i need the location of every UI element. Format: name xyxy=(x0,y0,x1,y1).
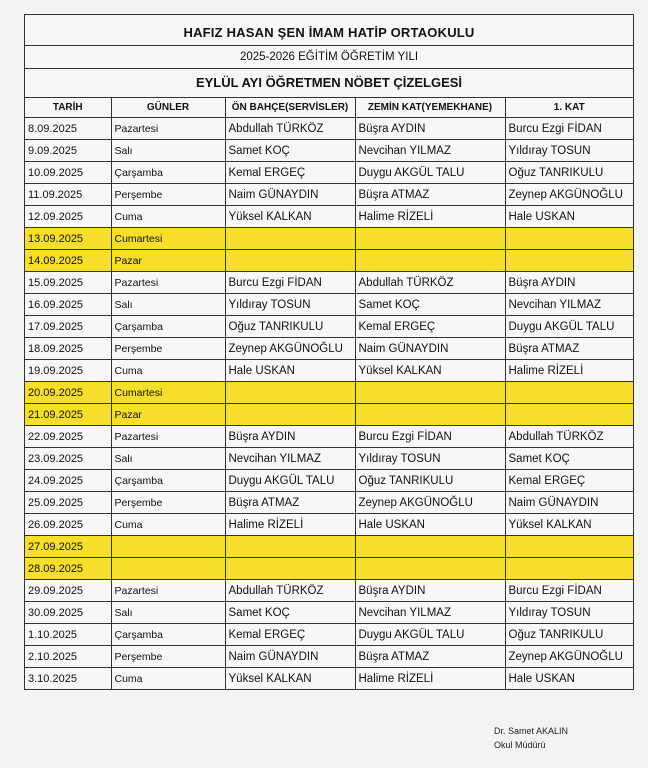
cell-front-yard: Büşra AYDIN xyxy=(225,426,355,448)
cell-date: 19.09.2025 xyxy=(25,360,111,382)
cell-day: Pazartesi xyxy=(111,580,225,602)
cell-ground-floor: Hale USKAN xyxy=(355,514,505,536)
col-header-front-yard: ÖN BAHÇE(SERVİSLER) xyxy=(225,98,355,118)
table-row xyxy=(25,272,633,294)
cell-first-floor: Yıldıray TOSUN xyxy=(505,140,633,162)
cell-first-floor: Abdullah TÜRKÖZ xyxy=(505,426,633,448)
cell-date: 11.09.2025 xyxy=(25,184,111,206)
cell-ground-floor xyxy=(355,404,505,426)
table-row xyxy=(25,448,633,470)
table-row xyxy=(25,294,633,316)
signature-role: Okul Müdürü xyxy=(494,740,546,750)
cell-date: 17.09.2025 xyxy=(25,316,111,338)
table-header-row xyxy=(25,98,633,118)
cell-day xyxy=(111,558,225,580)
cell-front-yard: Abdullah TÜRKÖZ xyxy=(225,580,355,602)
cell-day: Salı xyxy=(111,140,225,162)
cell-first-floor: Halime RİZELİ xyxy=(505,360,633,382)
cell-first-floor: Hale USKAN xyxy=(505,206,633,228)
cell-date: 25.09.2025 xyxy=(25,492,111,514)
col-header-date: TARİH xyxy=(25,98,111,118)
cell-ground-floor xyxy=(355,558,505,580)
cell-date: 27.09.2025 xyxy=(25,536,111,558)
cell-front-yard: Kemal ERGEÇ xyxy=(225,162,355,184)
cell-first-floor: Burcu Ezgi FİDAN xyxy=(505,580,633,602)
table-row xyxy=(25,118,633,140)
cell-first-floor: Duygu AKGÜL TALU xyxy=(505,316,633,338)
cell-date: 12.09.2025 xyxy=(25,206,111,228)
signature-name: Dr. Samet AKALIN xyxy=(494,726,569,736)
table-row xyxy=(25,646,633,668)
cell-front-yard: Samet KOÇ xyxy=(225,602,355,624)
school-name: HAFIZ HASAN ŞEN İMAM HATİP ORTAOKULU xyxy=(25,15,633,46)
cell-first-floor xyxy=(505,250,633,272)
table-row xyxy=(25,668,633,690)
cell-day: Çarşamba xyxy=(111,470,225,492)
table-row xyxy=(25,140,633,162)
cell-front-yard: Abdullah TÜRKÖZ xyxy=(225,118,355,140)
cell-ground-floor: Nevcihan YILMAZ xyxy=(355,140,505,162)
cell-ground-floor: Abdullah TÜRKÖZ xyxy=(355,272,505,294)
cell-first-floor: Samet KOÇ xyxy=(505,448,633,470)
cell-front-yard: Yüksel KALKAN xyxy=(225,206,355,228)
cell-front-yard: Nevcihan YILMAZ xyxy=(225,448,355,470)
cell-ground-floor: Büşra ATMAZ xyxy=(355,184,505,206)
table-row xyxy=(25,382,633,404)
cell-date: 22.09.2025 xyxy=(25,426,111,448)
table-row xyxy=(25,514,633,536)
cell-ground-floor xyxy=(355,228,505,250)
cell-ground-floor xyxy=(355,382,505,404)
cell-front-yard xyxy=(225,228,355,250)
cell-date: 20.09.2025 xyxy=(25,382,111,404)
cell-date: 3.10.2025 xyxy=(25,668,111,690)
table-row xyxy=(25,404,633,426)
cell-first-floor: Büşra AYDIN xyxy=(505,272,633,294)
cell-day xyxy=(111,536,225,558)
cell-day: Pazartesi xyxy=(111,426,225,448)
cell-first-floor: Kemal ERGEÇ xyxy=(505,470,633,492)
cell-ground-floor: Halime RİZELİ xyxy=(355,206,505,228)
cell-front-yard: Samet KOÇ xyxy=(225,140,355,162)
cell-date: 30.09.2025 xyxy=(25,602,111,624)
table-row xyxy=(25,492,633,514)
cell-front-yard xyxy=(225,250,355,272)
cell-date: 1.10.2025 xyxy=(25,624,111,646)
cell-front-yard: Zeynep AKGÜNOĞLU xyxy=(225,338,355,360)
cell-ground-floor: Büşra ATMAZ xyxy=(355,646,505,668)
cell-date: 9.09.2025 xyxy=(25,140,111,162)
cell-day: Cumartesi xyxy=(111,382,225,404)
cell-date: 29.09.2025 xyxy=(25,580,111,602)
cell-date: 24.09.2025 xyxy=(25,470,111,492)
cell-front-yard xyxy=(225,404,355,426)
col-header-first-floor: 1. KAT xyxy=(505,98,633,118)
cell-ground-floor: Duygu AKGÜL TALU xyxy=(355,162,505,184)
cell-day: Salı xyxy=(111,448,225,470)
cell-date: 28.09.2025 xyxy=(25,558,111,580)
cell-date: 2.10.2025 xyxy=(25,646,111,668)
cell-day: Pazartesi xyxy=(111,118,225,140)
cell-day: Perşembe xyxy=(111,184,225,206)
table-row xyxy=(25,338,633,360)
cell-ground-floor xyxy=(355,536,505,558)
cell-date: 18.09.2025 xyxy=(25,338,111,360)
cell-day: Perşembe xyxy=(111,646,225,668)
cell-day: Çarşamba xyxy=(111,624,225,646)
cell-front-yard: Burcu Ezgi FİDAN xyxy=(225,272,355,294)
table-row xyxy=(25,360,633,382)
signature-block xyxy=(494,724,634,752)
cell-ground-floor: Samet KOÇ xyxy=(355,294,505,316)
cell-ground-floor: Halime RİZELİ xyxy=(355,668,505,690)
cell-day: Salı xyxy=(111,294,225,316)
cell-date: 10.09.2025 xyxy=(25,162,111,184)
cell-front-yard xyxy=(225,382,355,404)
cell-date: 26.09.2025 xyxy=(25,514,111,536)
cell-day: Pazartesi xyxy=(111,272,225,294)
cell-date: 14.09.2025 xyxy=(25,250,111,272)
cell-ground-floor: Oğuz TANRIKULU xyxy=(355,470,505,492)
cell-ground-floor xyxy=(355,250,505,272)
cell-front-yard xyxy=(225,536,355,558)
cell-first-floor: Naim GÜNAYDIN xyxy=(505,492,633,514)
cell-day: Perşembe xyxy=(111,338,225,360)
table-row xyxy=(25,316,633,338)
cell-ground-floor: Yüksel KALKAN xyxy=(355,360,505,382)
cell-front-yard xyxy=(225,558,355,580)
cell-day: Cuma xyxy=(111,668,225,690)
cell-day: Cuma xyxy=(111,514,225,536)
duty-table xyxy=(25,98,633,690)
cell-first-floor xyxy=(505,382,633,404)
table-row xyxy=(25,426,633,448)
table-row xyxy=(25,602,633,624)
table-row xyxy=(25,536,633,558)
cell-front-yard: Duygu AKGÜL TALU xyxy=(225,470,355,492)
cell-day: Salı xyxy=(111,602,225,624)
cell-first-floor: Zeynep AKGÜNOĞLU xyxy=(505,646,633,668)
cell-first-floor xyxy=(505,404,633,426)
cell-front-yard: Yüksel KALKAN xyxy=(225,668,355,690)
cell-first-floor xyxy=(505,536,633,558)
table-row xyxy=(25,470,633,492)
cell-date: 16.09.2025 xyxy=(25,294,111,316)
table-row xyxy=(25,206,633,228)
duty-schedule-document xyxy=(24,14,634,690)
cell-ground-floor: Zeynep AKGÜNOĞLU xyxy=(355,492,505,514)
cell-front-yard: Büşra ATMAZ xyxy=(225,492,355,514)
cell-front-yard: Naim GÜNAYDIN xyxy=(225,646,355,668)
cell-front-yard: Halime RİZELİ xyxy=(225,514,355,536)
cell-first-floor: Yüksel KALKAN xyxy=(505,514,633,536)
cell-ground-floor: Kemal ERGEÇ xyxy=(355,316,505,338)
table-row xyxy=(25,184,633,206)
cell-front-yard: Kemal ERGEÇ xyxy=(225,624,355,646)
cell-ground-floor: Naim GÜNAYDIN xyxy=(355,338,505,360)
cell-day: Pazar xyxy=(111,250,225,272)
table-row xyxy=(25,624,633,646)
cell-ground-floor: Duygu AKGÜL TALU xyxy=(355,624,505,646)
academic-year: 2025-2026 EĞİTİM ÖĞRETİM YILI xyxy=(25,46,633,69)
table-row xyxy=(25,162,633,184)
schedule-title: EYLÜL AYI ÖĞRETMEN NÖBET ÇİZELGESİ xyxy=(25,69,633,98)
cell-date: 15.09.2025 xyxy=(25,272,111,294)
table-row xyxy=(25,580,633,602)
cell-first-floor: Yıldıray TOSUN xyxy=(505,602,633,624)
cell-day: Cuma xyxy=(111,360,225,382)
cell-day: Perşembe xyxy=(111,492,225,514)
table-row xyxy=(25,250,633,272)
cell-front-yard: Oğuz TANRIKULU xyxy=(225,316,355,338)
cell-day: Cumartesi xyxy=(111,228,225,250)
cell-front-yard: Naim GÜNAYDIN xyxy=(225,184,355,206)
cell-first-floor: Büşra ATMAZ xyxy=(505,338,633,360)
cell-day: Cuma xyxy=(111,206,225,228)
cell-ground-floor: Burcu Ezgi FİDAN xyxy=(355,426,505,448)
cell-ground-floor: Yıldıray TOSUN xyxy=(355,448,505,470)
cell-first-floor: Zeynep AKGÜNOĞLU xyxy=(505,184,633,206)
cell-day: Çarşamba xyxy=(111,316,225,338)
cell-date: 21.09.2025 xyxy=(25,404,111,426)
cell-ground-floor: Büşra AYDIN xyxy=(355,118,505,140)
col-header-ground-floor: ZEMİN KAT(YEMEKHANE) xyxy=(355,98,505,118)
cell-date: 8.09.2025 xyxy=(25,118,111,140)
table-body xyxy=(25,118,633,690)
cell-first-floor: Hale USKAN xyxy=(505,668,633,690)
cell-date: 13.09.2025 xyxy=(25,228,111,250)
cell-first-floor: Oğuz TANRIKULU xyxy=(505,162,633,184)
cell-date: 23.09.2025 xyxy=(25,448,111,470)
table-row xyxy=(25,228,633,250)
cell-day: Çarşamba xyxy=(111,162,225,184)
col-header-day: GÜNLER xyxy=(111,98,225,118)
cell-day: Pazar xyxy=(111,404,225,426)
cell-ground-floor: Büşra AYDIN xyxy=(355,580,505,602)
cell-first-floor xyxy=(505,228,633,250)
cell-front-yard: Yıldıray TOSUN xyxy=(225,294,355,316)
cell-first-floor xyxy=(505,558,633,580)
cell-ground-floor: Nevcihan YILMAZ xyxy=(355,602,505,624)
cell-first-floor: Oğuz TANRIKULU xyxy=(505,624,633,646)
cell-front-yard: Hale USKAN xyxy=(225,360,355,382)
table-row xyxy=(25,558,633,580)
cell-first-floor: Nevcihan YILMAZ xyxy=(505,294,633,316)
cell-first-floor: Burcu Ezgi FİDAN xyxy=(505,118,633,140)
